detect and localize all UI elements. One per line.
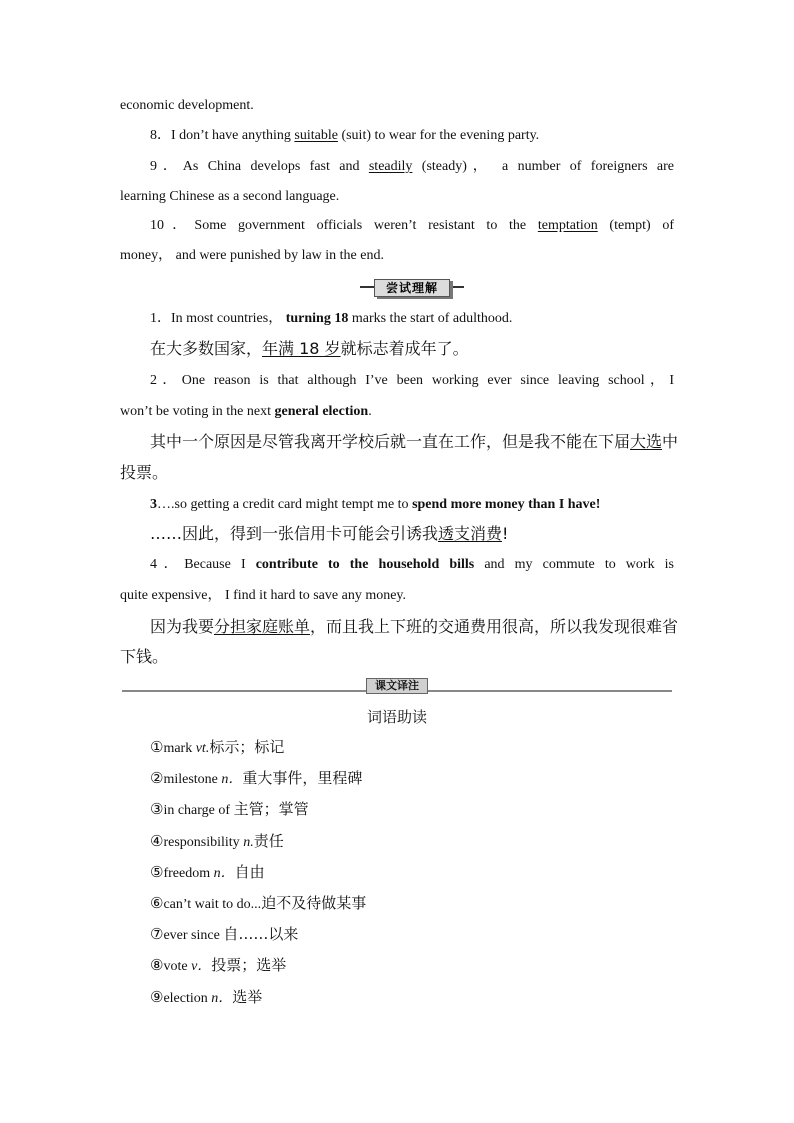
key-phrase: contribute to the household bills [255,557,475,572]
vocab-term: vote [163,959,192,975]
vocab-meaning: 重大事件，里程碑 [242,769,363,788]
vocab-meaning: 迫不及待做某事 [261,894,367,912]
translation-key: 大选 [630,432,663,451]
item-number: 9． [150,159,183,174]
sentence-text: Because I [184,557,256,572]
translation-key: 年满 18 岁 [262,339,341,358]
sentence-text: marks the start of adulthood. [348,311,513,326]
vocab-pos: v． [191,959,212,975]
sentence-number: 4． [150,557,185,572]
vocab-item [150,862,265,884]
vocab-term: milestone [163,772,222,788]
sentence-1-en [150,309,674,329]
vocab-item [150,955,286,977]
sentence-text: One reason is that although I’ve been working ever since leaving school，I [181,373,675,388]
vocab-term: ever since [163,928,224,944]
vocab-marker: ① [150,738,164,756]
vocab-pos: n． [221,772,243,788]
sentence-4-cn-cont: 下钱。 [120,647,169,666]
item-text: Some government officials weren’t resistant to the [194,218,538,233]
answer-blank: suitable [294,128,338,143]
vocab-item [150,893,366,915]
sentence-text: won’t be voting in the next [120,404,275,419]
translation-text: 就标志着成年了。 [340,339,469,358]
vocab-term: in charge of [163,803,234,819]
item-number: 8． [150,128,171,143]
vocab-pos: n． [213,865,235,881]
item-number: 10． [150,218,195,233]
sentence-2-cn-cont: 投票。 [120,463,169,482]
sentence-2-en-cont [120,402,674,422]
sentence-1-cn [150,338,674,360]
vocab-meaning: 选举 [232,987,263,1006]
vocab-meaning: 自由 [234,862,265,881]
translation-text: 其中一个原因是尽管我离开学校后就一直在工作，但是我不能在下届 [150,432,631,451]
exercise-item-10-cont: money， and were punished by law in the end. [120,248,384,263]
vocab-item [150,831,284,853]
translation-key: 分担家庭账单 [214,617,311,636]
sentence-number: 1． [150,311,171,326]
answer-blank: steadily [368,159,413,174]
vocab-term: election [163,990,212,1006]
sentence-number: 2． [150,373,182,388]
vocab-meaning: 自……以来 [223,925,299,944]
translation-text: ! [502,524,509,543]
translation-text: 中 [662,432,679,451]
vocab-item [150,987,262,1009]
sentence-text: In most countries， [171,311,286,326]
vocab-marker: ⑥ [150,894,164,912]
vocab-marker: ④ [150,831,164,850]
vocab-term: responsibility [163,834,244,850]
translation-text: 在大多数国家， [150,339,263,358]
exercise-item-9 [150,157,674,177]
vocab-meaning: 主管；掌管 [233,800,309,819]
vocab-term: can’t wait to do... [163,897,262,912]
vocab-pos: n． [211,990,233,1006]
key-phrase: spend more money than I have! [412,497,601,512]
item-text: (steady)， a number of foreigners are [412,159,675,174]
translation-text: ，而且我上下班的交通费用很高，所以我发现很难省 [310,617,679,636]
sentence-text: . [368,404,372,419]
exercise-line-continuation: economic development. [120,98,254,113]
sentence-3-cn [150,523,674,545]
vocab-item [150,799,309,821]
section-label-notes: 课文译注 [366,678,428,694]
vocab-marker: ⑧ [150,956,164,975]
vocab-term: freedom [163,865,214,881]
vocab-term: mark [163,741,196,756]
exercise-item-8 [150,126,674,146]
item-text: As China develops fast and [182,159,369,174]
vocab-marker: ⑦ [150,925,164,944]
sentence-2-cn [150,431,679,453]
sentence-text: and my commute to work is [474,557,675,572]
exercise-item-10 [150,216,674,236]
translation-key: 透支消费 [438,524,503,543]
item-text: (tempt) of [597,218,675,233]
vocab-item [150,737,284,759]
section-banner-try [360,279,464,295]
banner-label: 尝试理解 [374,279,450,297]
vocab-meaning: 标示；标记 [209,738,285,756]
sentence-4-en [150,555,674,575]
vocab-pos: n. [243,834,254,850]
sentence-3-en [150,495,674,515]
sentence-4-en-cont: quite expensive， I find it hard to save any money. [120,588,407,603]
translation-text: 因为我要 [150,617,215,636]
key-phrase: turning 18 [285,311,349,326]
item-text: I don’t have anything [171,128,295,143]
answer-blank: temptation [537,218,598,233]
vocab-pos: vt. [195,741,210,756]
sentence-2-en [150,371,674,391]
vocab-item [150,768,362,790]
sentence-text: ….so getting a credit card might tempt me to [157,497,413,512]
key-phrase: general election [274,404,369,419]
vocab-meaning: 责任 [253,831,284,850]
vocab-marker: ② [150,769,164,788]
vocab-marker: ⑤ [150,862,164,881]
vocab-meaning: 投票；选举 [211,956,287,975]
translation-text: ……因此，得到一张信用卡可能会引诱我 [150,524,439,543]
vocab-heading: 词语助读 [366,708,427,726]
item-text: (suit) to wear for the evening party. [337,128,540,143]
exercise-item-9-cont: learning Chinese as a second language. [120,189,340,204]
vocab-marker: ③ [150,800,164,819]
vocab-item [150,924,298,946]
sentence-number: 3 [150,497,157,512]
sentence-4-cn [150,616,679,638]
vocab-marker: ⑨ [150,987,164,1006]
